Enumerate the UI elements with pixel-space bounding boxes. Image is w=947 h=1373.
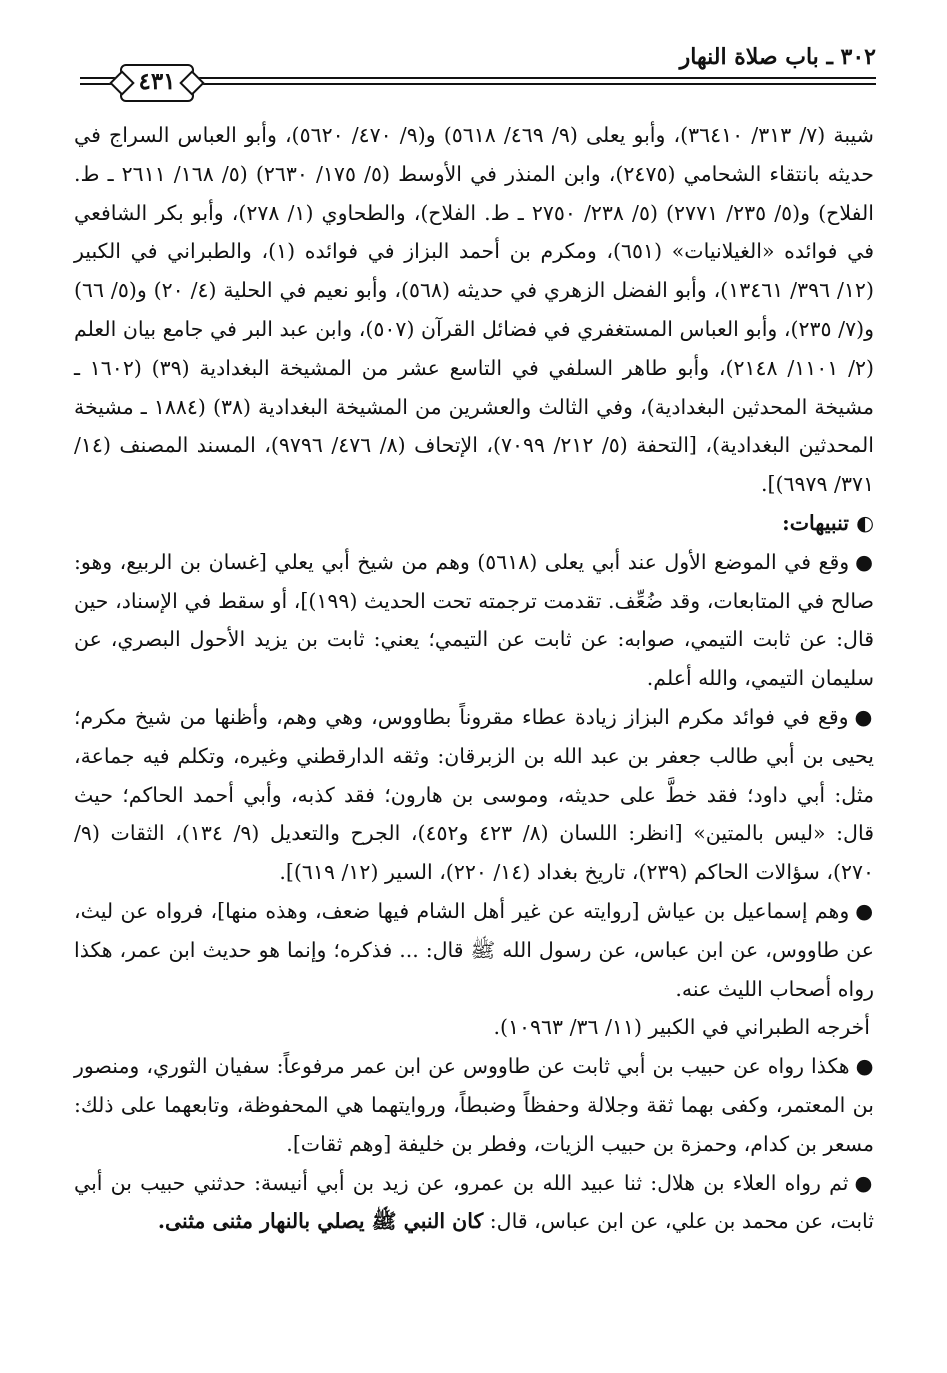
note-item: [74, 543, 874, 698]
bullet-icon: ●: [855, 549, 875, 574]
note-item: [74, 698, 874, 892]
notes-heading-label: تنبيهات:: [782, 510, 849, 535]
note-text: هكذا رواه عن حبيب بن أبي ثابت عن طاووس عن ابن عمر مرفوعاً: سفيان الثوري، ومنصور بن المعتمر، وكفى بهما ثقة وجلالة وحفظاً وضبطاً، وروايتهما هي المحفوظة، وتابعهما على ذلك: مسعر بن كدام، وحمزة بن حبيب الزيات، وفطر بن خليفة [وهم ثقات].: [74, 1054, 874, 1156]
note-item: [74, 892, 874, 1008]
bullet-icon: ●: [855, 1054, 874, 1079]
note-text: وهم إسماعيل بن عياش [روايته عن غير أهل الشام فيها ضعف، وهذه منها]، فرواه عن ليث، عن طاووس، عن ابن عباس، عن رسول الله ﷺ قال: ... فذكره؛ وإنما هو حديث ابن عمر، هكذا رواه أصحاب الليث عنه.: [74, 898, 874, 1001]
page-body: [74, 116, 874, 1241]
bullet-icon: ●: [854, 1170, 874, 1195]
note-source-line: أخرجه الطبراني في الكبير (١١/ ٣٦/ ١٠٩٦٣).: [493, 1015, 870, 1040]
bullet-icon: ●: [854, 704, 874, 729]
note-text: وقع في الموضع الأول عند أبي يعلى (٥٦١٨) وهم من شيخ أبي يعلي [غسان بن الربيع، وهو: صالح في المتابعات، وقد ضُعِّف. تقدمت ترجمته تحت الحديث (١٩٩)]، أو سقط في الإسناد، حين قال: عن ثابت التيمي، صوابه: عن ثابت عن التيمي؛ يعني: ثابت بن يزيد الأحول البصري، عن سليمان التيمي، والله أعلم.: [74, 549, 874, 691]
header-rule-top: [192, 77, 876, 79]
note-item: [74, 1164, 874, 1242]
header-rule-bottom: [192, 83, 876, 85]
intro-paragraph: شيبة (٧/ ٣١٣/ ٣٦٤١٠)، وأبو يعلى (٩/ ٤٦٩/ ٥٦١٨) و(٩/ ٤٧٠/ ٥٦٢٠)، وأبو العباس السراج في حديثه بانتقاء الشحامي (٢٤٧٥)، وابن المنذر في الأوسط (٥/ ١٧٥/ ٢٦٣٠) (٥/ ١٦٨/ ٢٦١١ ـ ط. الفلاح) و(٥/ ٢٣٥/ ٢٧٧١) (٥/ ٢٣٨/ ٢٧٥٠ ـ ط. الفلاح)، والطحاوي (١/ ٢٧٨)، وأبو بكر الشافعي في فوائده «الغيلانيات» (٦٥١)، ومكرم بن أحمد البزاز في فوائده (١)، والطبراني في الكبير (١٢/ ٣٩٦/ ١٣٤٦١)، وأبو الفضل الزهري في حديثه (٥٦٨)، وأبو نعيم في الحلية (٤/ ٢٠) و(٥/ ٦٦) و(٧/ ٢٣٥)، وأبو العباس المستغفري في فضائل القرآن (٥٠٧)، وابن عبد البر في جامع بيان العلم (٢/ ١١٠١/ ٢١٤٨)، وأبو طاهر السلفي في التاسع عشر من المشيخة البغدادية (٣٩) (١٦٠٢ ـ مشيخة المحدثين البغدادية)، وفي الثالث والعشرين من المشيخة البغدادية (٣٨) (١٨٨٤ ـ مشيخة المحدثين البغدادية)، [التحفة (٥/ ٢١٢/ ٧٠٩٩)، الإتحاف (٨/ ٤٧٦/ ٩٧٩٦)، المسند المصنف (١٤/ ٣٧١/ ٦٩٧٩)].: [74, 123, 875, 497]
page-number: ٤٣١: [138, 68, 176, 95]
note-text: ثم رواه العلاء بن هلال: ثنا عبيد الله بن عمرو، عن زيد بن أبي أنيسة: حدثني حبيب بن أبي ثابت، عن محمد بن علي، عن ابن عباس، قال:: [74, 1170, 874, 1234]
heading-marker-icon: ◐: [856, 510, 874, 535]
page-header: [80, 44, 876, 104]
notes-heading: [74, 504, 874, 543]
bullet-icon: ●: [855, 898, 874, 923]
running-title: ٣٠٢ ـ باب صلاة النهار: [679, 44, 876, 70]
page-number-badge: [120, 64, 194, 102]
note-item: [74, 1047, 874, 1163]
note-text: وقع في فوائد مكرم البزاز زيادة عطاء مقروناً بطاووس، وهي وهم، وأظنها من شيخ مكرم؛ يحيى بن أبي طالب جعفر بن عبد الله بن الزبرقان: وثقه الدارقطني وغيره، وتكلم فيه جماعة، مثل: أبي داود؛ فقد خطَّ على حديثه، وموسى بن هارون؛ فقد كذبه، وأبي أحمد الحاكم؛ حيث قال: «ليس بالمتين» [انظر: اللسان (٨/ ٤٢٣ و٤٥٢)، الجرح والتعديل (٩/ ١٣٤)، الثقات (٩/ ٢٧٠)، سؤالات الحاكم (٢٣٩)، تاريخ بغداد (١٤/ ٢٢٠)، السير (١٢/ ٦١٩)].: [74, 704, 874, 885]
hadith-text: كان النبي ﷺ يصلي بالنهار مثنى مثنى.: [157, 1209, 484, 1234]
